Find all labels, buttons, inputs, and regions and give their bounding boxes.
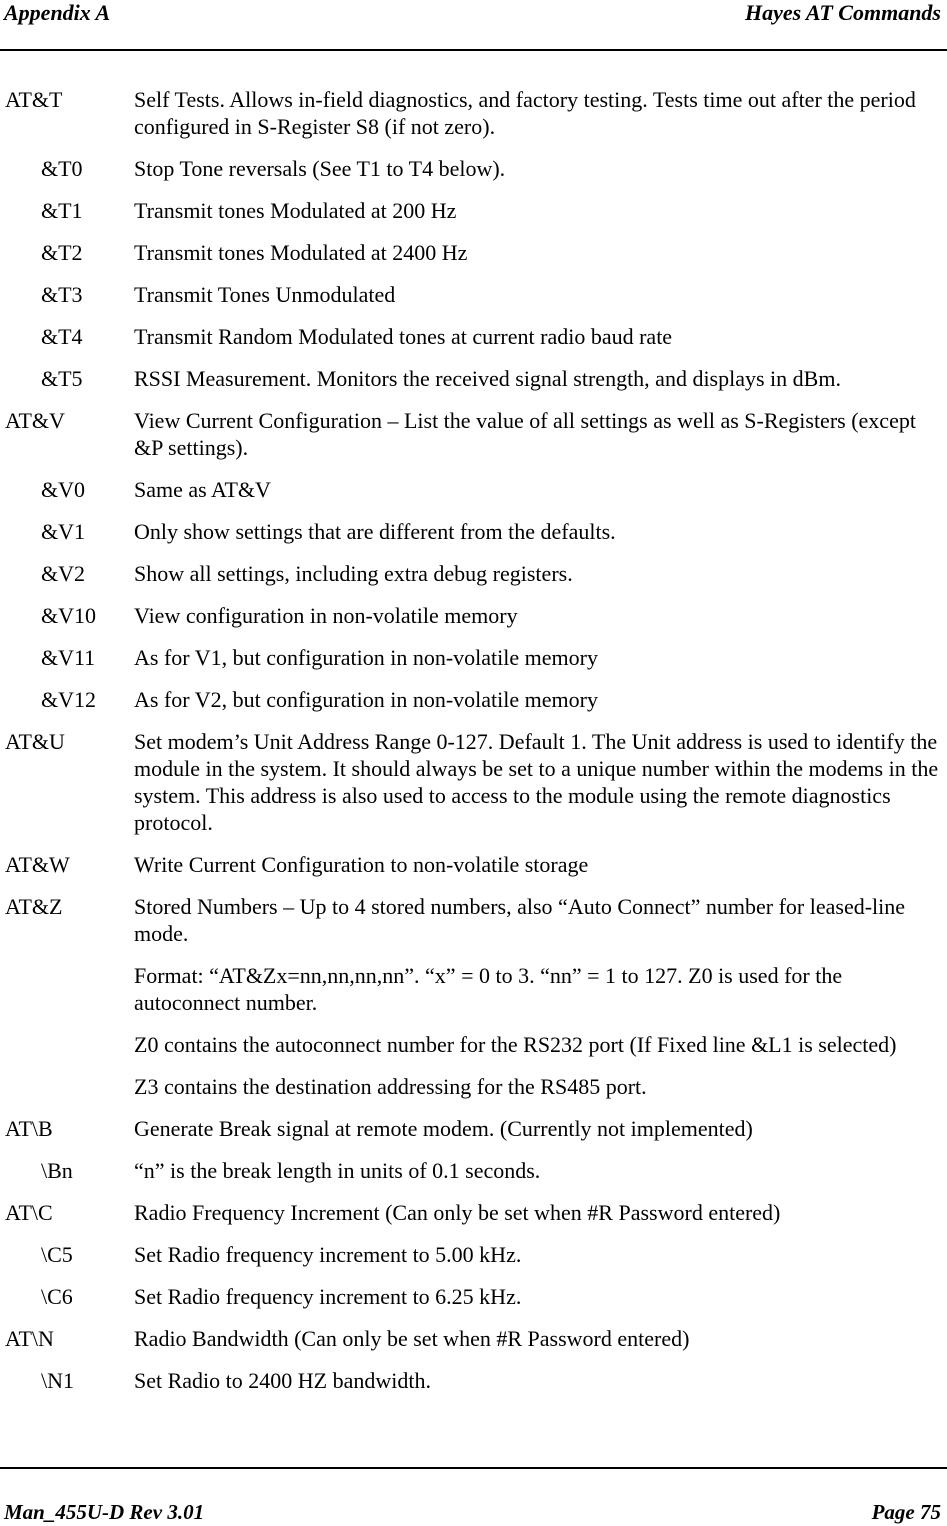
command-code: &T5 (41, 366, 83, 391)
command-code: \Bn (41, 1158, 73, 1183)
command-code: AT&V (5, 408, 65, 433)
command-code: &T3 (41, 282, 83, 307)
command-entry (0, 1199, 947, 1226)
command-description: Show all settings, including extra debug registers. (134, 561, 573, 586)
command-format-note: Format: “AT&Zx=nn,nn,nn,nn”. “x” = 0 to 3. “nn” = 1 to 127. Z0 is used for the autoconnect number. (134, 963, 843, 1015)
command-description: Transmit Tones Unmodulated (134, 282, 396, 307)
command-entry (0, 281, 947, 308)
page-number: 75 (920, 1500, 941, 1524)
manual-revision: Man_455U-D Rev 3.01 (4, 1500, 205, 1524)
command-description: Transmit tones Modulated at 2400 Hz (134, 240, 468, 265)
command-description: Write Current Configuration to non-volatile storage (134, 852, 589, 877)
command-entry (0, 1115, 947, 1142)
command-entry (0, 893, 947, 1100)
command-code: AT&U (5, 729, 65, 754)
command-z0-note: Z0 contains the autoconnect number for the RS232 port (If Fixed line &L1 is selected) (134, 1032, 897, 1057)
command-description: Set modem’s Unit Address Range 0-127. Default 1. The Unit address is used to identify the module in the system. It should always be set to a unique number within the modems in the system. This address is also used to access to the module using the remote diagnostics protocol. (134, 729, 939, 835)
command-list (0, 86, 947, 1409)
command-entry (0, 155, 947, 182)
command-description: Stop Tone reversals (See T1 to T4 below). (134, 156, 506, 181)
command-entry (0, 518, 947, 545)
command-entry (0, 602, 947, 629)
header-chapter-title: Hayes AT Commands (745, 0, 941, 25)
command-code: AT\B (5, 1116, 53, 1141)
header-rule (0, 49, 947, 51)
command-description: Set Radio frequency increment to 5.00 kHz. (134, 1242, 522, 1267)
command-code: AT\N (5, 1326, 54, 1351)
command-description: Set Radio to 2400 HZ bandwidth. (134, 1368, 431, 1393)
command-code: &V1 (41, 519, 85, 544)
command-entry (0, 365, 947, 392)
command-description: Radio Bandwidth (Can only be set when #R Password entered) (134, 1326, 690, 1351)
command-entry (0, 1283, 947, 1310)
command-entry (0, 476, 947, 503)
command-entry (0, 407, 947, 461)
command-entry (0, 851, 947, 878)
command-code: \C5 (41, 1242, 73, 1267)
command-entry (0, 1241, 947, 1268)
command-code: &T4 (41, 324, 83, 349)
command-code: AT&T (5, 87, 63, 112)
command-description: Radio Frequency Increment (Can only be set when #R Password entered) (134, 1200, 781, 1225)
footer-rule (0, 1467, 947, 1469)
command-description: “n” is the break length in units of 0.1 seconds. (134, 1158, 541, 1183)
command-code: &V0 (41, 477, 85, 502)
command-description: Same as AT&V (134, 477, 271, 502)
header-section-title: Appendix A (4, 0, 111, 25)
command-code: \N1 (41, 1368, 74, 1393)
command-description: Only show settings that are different from the defaults. (134, 519, 616, 544)
command-code: &V10 (41, 603, 96, 628)
command-entry (0, 1157, 947, 1184)
command-description: Self Tests. Allows in-field diagnostics, and factory testing. Tests time out after the period configured in S-Register S8 (if not zero). (134, 87, 916, 139)
command-entry (0, 323, 947, 350)
command-entry (0, 197, 947, 224)
command-description: View configuration in non-volatile memory (134, 603, 518, 628)
command-entry (0, 560, 947, 587)
command-entry (0, 644, 947, 671)
command-entry (0, 1367, 947, 1394)
command-code: \C6 (41, 1284, 73, 1309)
command-code: &T1 (41, 198, 83, 223)
command-code: AT&W (5, 852, 70, 877)
page-header (0, 0, 947, 30)
command-entry (0, 1325, 947, 1352)
command-description: Set Radio frequency increment to 6.25 kHz. (134, 1284, 522, 1309)
command-z3-note: Z3 contains the destination addressing for the RS485 port. (134, 1074, 647, 1099)
command-entry (0, 86, 947, 140)
command-description: RSSI Measurement. Monitors the received signal strength, and displays in dBm. (134, 366, 841, 391)
command-code: AT&Z (5, 894, 63, 919)
command-code: &V12 (41, 687, 96, 712)
command-description: Generate Break signal at remote modem. (Currently not implemented) (134, 1116, 753, 1141)
command-description: Transmit tones Modulated at 200 Hz (134, 198, 457, 223)
command-entry (0, 728, 947, 836)
command-description: Transmit Random Modulated tones at current radio baud rate (134, 324, 673, 349)
page-number-label (872, 1500, 941, 1525)
command-description: As for V2, but configuration in non-volatile memory (134, 687, 598, 712)
command-code: AT\C (5, 1200, 53, 1225)
command-code: &V11 (41, 645, 96, 670)
command-description: As for V1, but configuration in non-volatile memory (134, 645, 598, 670)
command-entry (0, 239, 947, 266)
command-code: &T0 (41, 156, 83, 181)
page-label: Page (871, 1500, 915, 1524)
command-description: View Current Configuration – List the value of all settings as well as S-Registers (except &P settings). (134, 408, 916, 460)
command-code: &V2 (41, 561, 85, 586)
command-code: &T2 (41, 240, 83, 265)
command-entry (0, 686, 947, 713)
command-description: Stored Numbers – Up to 4 stored numbers, also “Auto Connect” number for leased-line mode. (134, 894, 906, 946)
